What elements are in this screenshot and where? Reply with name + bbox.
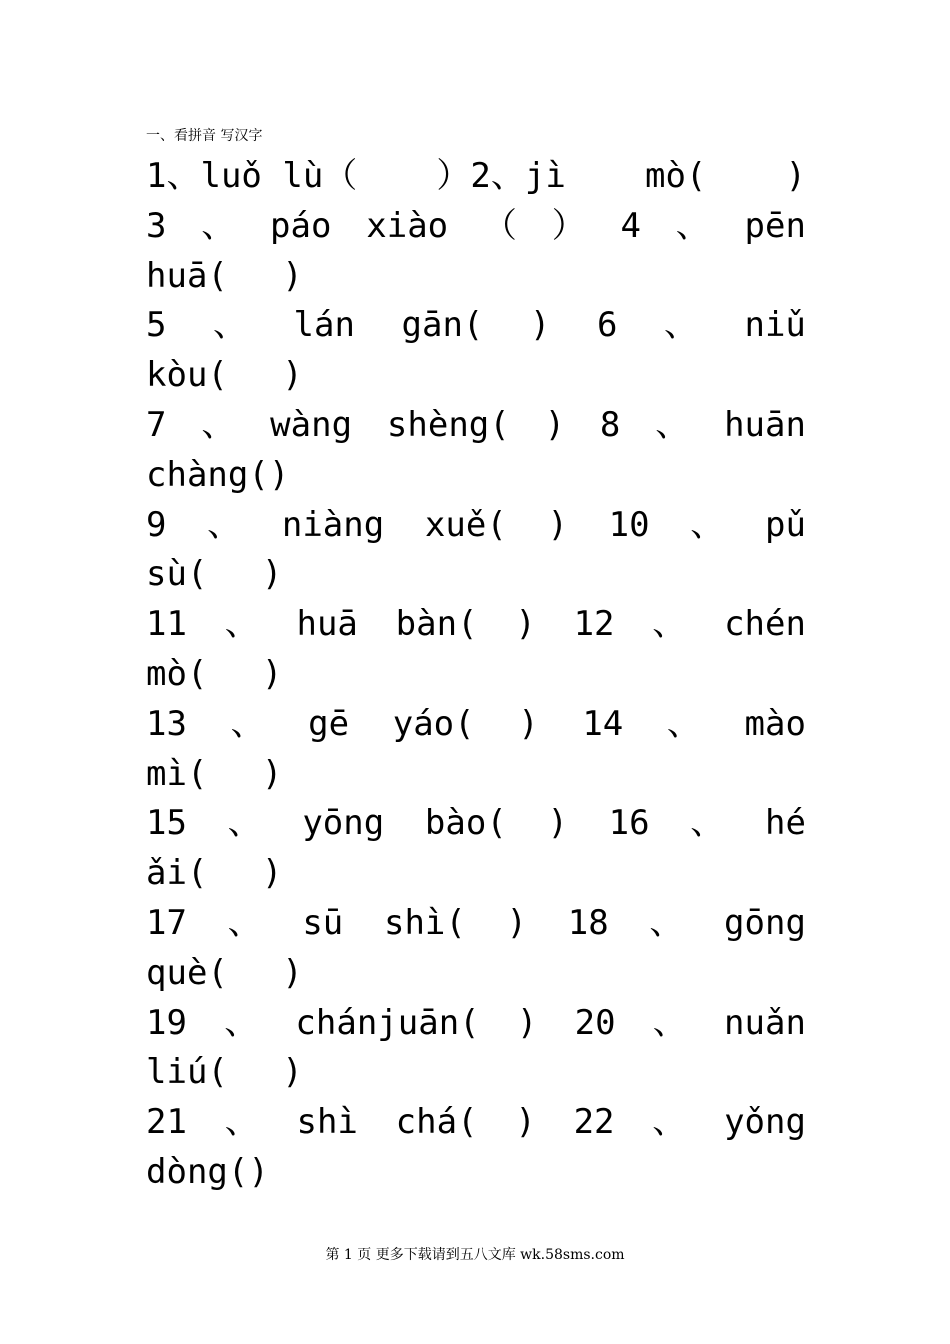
exercise-token: 、 <box>690 504 725 545</box>
section-heading: 一、看拼音 写汉字 <box>146 128 263 144</box>
exercise-token: wàng <box>270 404 353 445</box>
exercise-token: 、 <box>213 305 248 346</box>
exercise-token: páo <box>270 205 332 246</box>
exercise-token: 9 <box>146 504 167 545</box>
exercise-token: 、 <box>690 803 725 844</box>
exercise-token: kòu( <box>146 355 228 396</box>
exercise-token: mò( <box>644 156 707 196</box>
exercise-token: ) <box>506 902 528 943</box>
page-footer: 第 1 页 更多下载请到五八文库 wk.58sms.com <box>325 1247 625 1263</box>
exercise-token: gōng <box>724 902 806 943</box>
exercise-token: 19 <box>146 1002 187 1043</box>
exercise-line <box>146 750 806 800</box>
exercise-line <box>146 700 806 750</box>
exercise-token: 6 <box>596 305 618 346</box>
exercise-token: pǔ <box>764 504 806 545</box>
exercise-token: 12 <box>573 604 615 645</box>
pinyin-exercise-list <box>146 152 806 1198</box>
exercise-line <box>146 152 806 202</box>
exercise-token: xuě( <box>424 504 507 545</box>
exercise-token: chàng() <box>146 454 290 495</box>
exercise-token: bàn( <box>395 604 478 645</box>
exercise-token: 、 <box>224 1002 259 1043</box>
exercise-token: chén <box>724 604 806 645</box>
exercise-token: 7 <box>146 404 167 445</box>
exercise-token: 、 <box>663 305 698 346</box>
exercise-token: dòng() <box>146 1151 269 1192</box>
exercise-token: hé <box>764 803 806 844</box>
exercise-token: 、 <box>652 604 687 645</box>
exercise-token: ǎi( <box>146 853 208 894</box>
exercise-token: ) <box>515 604 536 645</box>
exercise-token: shì( <box>383 902 466 943</box>
exercise-token: 14 <box>582 703 624 744</box>
exercise-token: mào <box>744 703 806 744</box>
exercise-token: 8 <box>599 404 621 445</box>
exercise-token: 、 <box>652 1102 687 1143</box>
exercise-token: huā <box>296 604 358 645</box>
exercise-token: ）2、jì <box>436 156 566 196</box>
exercise-token: huā( <box>146 255 228 296</box>
exercise-token: ) <box>282 1052 303 1093</box>
exercise-token: què( <box>146 952 228 993</box>
exercise-line <box>146 849 806 899</box>
exercise-token: 、 <box>207 504 242 545</box>
exercise-token: ) <box>515 1102 536 1143</box>
exercise-token: shèng( <box>386 404 510 445</box>
exercise-token: 、 <box>649 902 684 943</box>
exercise-token: yōng <box>302 803 385 844</box>
exercise-token: ) <box>261 653 283 694</box>
exercise-token: liú( <box>146 1052 228 1093</box>
exercise-token: ) <box>282 355 303 396</box>
exercise-token: gān( <box>401 305 484 346</box>
exercise-line <box>146 1098 806 1148</box>
exercise-line <box>146 1148 806 1198</box>
exercise-token: 20 <box>574 1002 616 1043</box>
exercise-token: 、 <box>224 604 259 645</box>
exercise-token: huān <box>724 404 806 445</box>
exercise-token: 22 <box>573 1102 615 1143</box>
exercise-token: chánjuān( <box>295 1002 480 1043</box>
exercise-token: mì( <box>146 753 208 794</box>
exercise-line <box>146 600 806 650</box>
exercise-token: nuǎn <box>724 1002 806 1043</box>
exercise-token: 5 <box>146 305 167 346</box>
exercise-line <box>146 501 806 551</box>
exercise-line <box>146 202 806 252</box>
exercise-token: 3 <box>146 205 167 246</box>
exercise-token: shì <box>296 1102 358 1143</box>
exercise-token: ) <box>785 156 806 196</box>
exercise-token: xiào <box>366 205 449 246</box>
exercise-token: chá( <box>395 1102 478 1143</box>
exercise-line <box>146 650 806 700</box>
exercise-token: 、 <box>666 703 701 744</box>
exercise-token: ) <box>529 305 551 346</box>
exercise-token: 16 <box>608 803 650 844</box>
exercise-line <box>146 949 806 999</box>
exercise-line <box>146 799 806 849</box>
exercise-line <box>146 451 806 501</box>
exercise-token: ) <box>261 853 283 894</box>
exercise-token: 、 <box>652 1002 687 1043</box>
exercise-token: pēn <box>744 205 806 246</box>
exercise-token: 10 <box>608 504 650 545</box>
exercise-token: 、 <box>227 902 262 943</box>
exercise-token: mò( <box>146 653 208 694</box>
exercise-token: bào( <box>424 803 507 844</box>
exercise-token: 、 <box>201 404 236 445</box>
exercise-line <box>146 351 806 401</box>
exercise-token: ) <box>544 404 566 445</box>
exercise-token: niàng <box>281 504 385 545</box>
exercise-token: 13 <box>146 703 187 744</box>
exercise-token: ) <box>518 703 539 744</box>
exercise-line <box>146 550 806 600</box>
exercise-token: niǔ <box>744 305 806 346</box>
exercise-token: yáo( <box>392 703 475 744</box>
exercise-token: ) <box>282 255 303 296</box>
exercise-line <box>146 301 806 351</box>
exercise-token: 、 <box>227 803 262 844</box>
exercise-token: 15 <box>146 803 187 844</box>
exercise-token: ) <box>261 753 283 794</box>
exercise-token: 11 <box>146 604 187 645</box>
exercise-token: ） <box>551 205 586 246</box>
exercise-line <box>146 899 806 949</box>
exercise-token: （ <box>482 205 517 246</box>
exercise-token: 4 <box>620 205 641 246</box>
exercise-token: ) <box>547 803 568 844</box>
exercise-token: sū <box>302 902 344 943</box>
exercise-token: 、 <box>675 205 710 246</box>
exercise-token: 17 <box>146 902 187 943</box>
exercise-token: 1、luǒ lù（ <box>146 156 358 196</box>
exercise-token: ) <box>282 952 303 993</box>
exercise-token: ) <box>261 554 283 595</box>
exercise-token: ) <box>516 1002 538 1043</box>
exercise-token: 、 <box>230 703 265 744</box>
exercise-token: 、 <box>655 404 690 445</box>
exercise-token: 、 <box>224 1102 259 1143</box>
exercise-token: lán <box>293 305 355 346</box>
exercise-token: yǒng <box>724 1102 806 1143</box>
exercise-token: 18 <box>567 902 609 943</box>
exercise-token: gē <box>308 703 350 744</box>
exercise-line <box>146 401 806 451</box>
exercise-line <box>146 999 806 1049</box>
exercise-token: 、 <box>201 205 236 246</box>
exercise-line <box>146 252 806 302</box>
exercise-line <box>146 1048 806 1098</box>
exercise-token: sù( <box>146 554 208 595</box>
exercise-token: ) <box>547 504 568 545</box>
exercise-token: 21 <box>146 1102 187 1143</box>
